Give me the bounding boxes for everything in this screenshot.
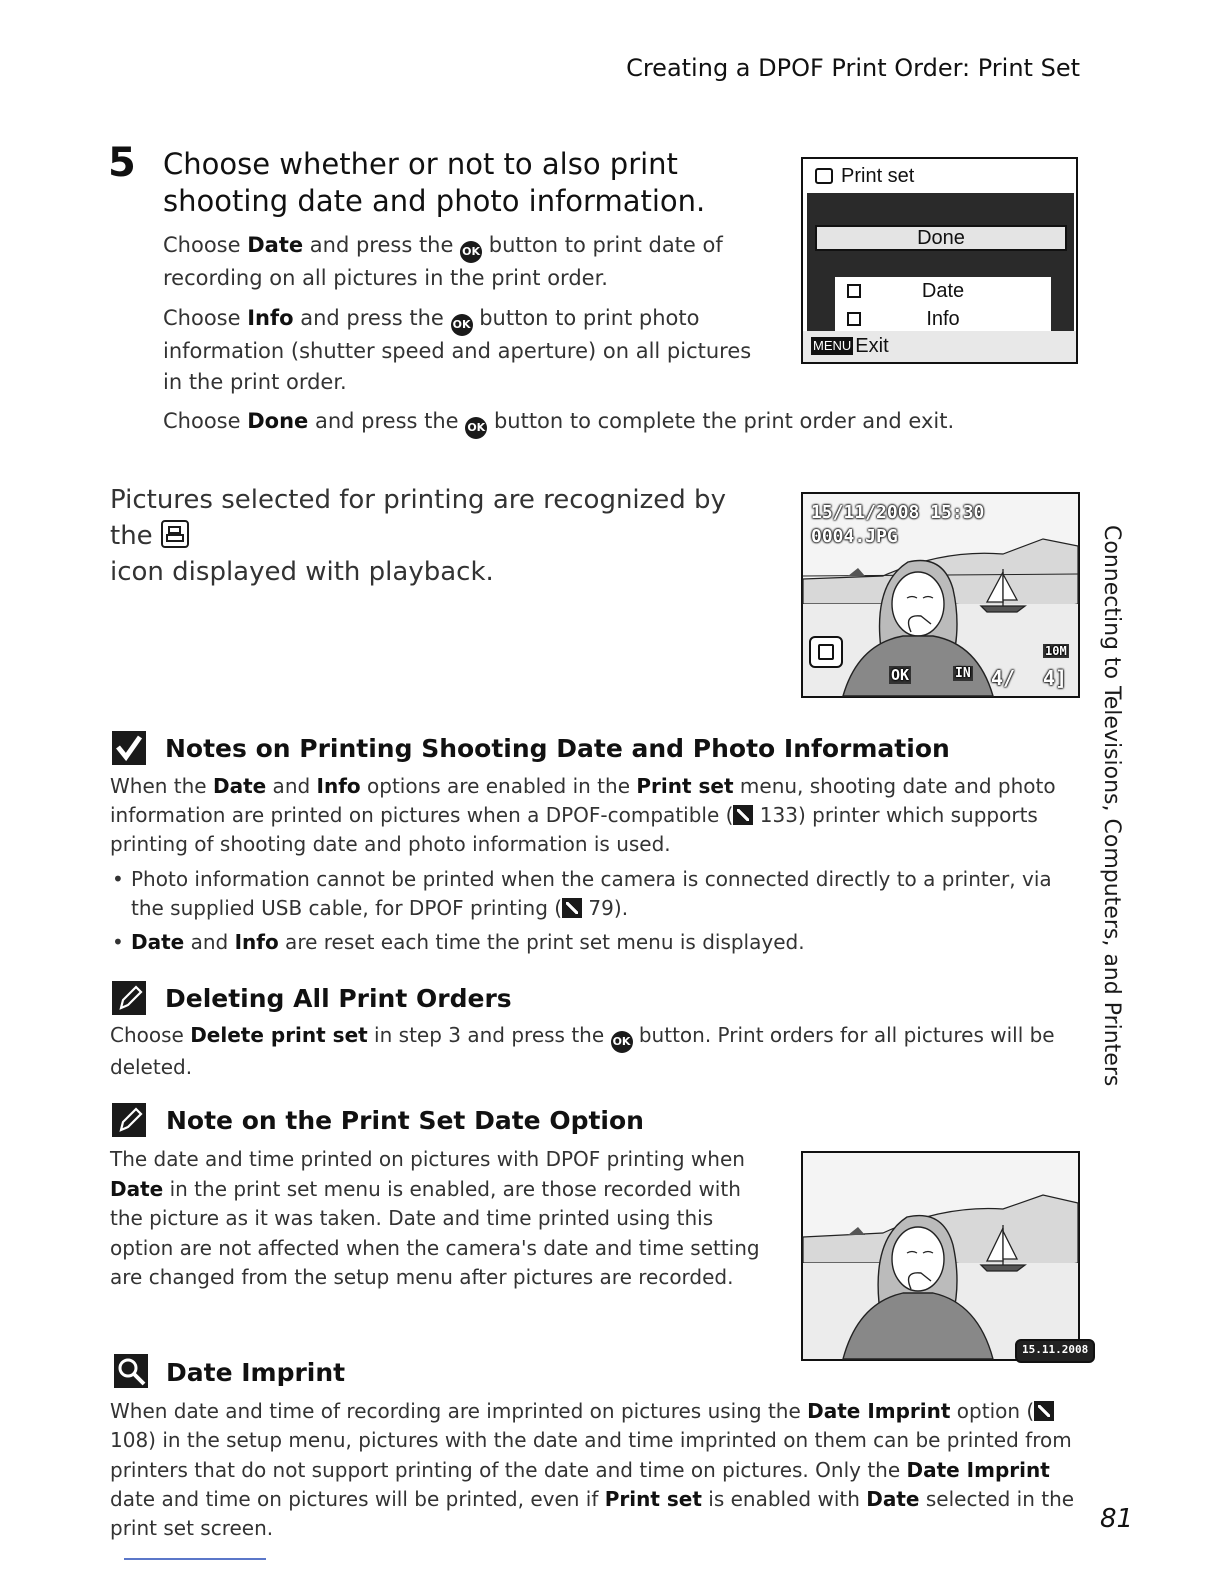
bullet-dot: •: [112, 930, 124, 954]
step-number: 5: [108, 140, 136, 186]
playback-photo: [803, 494, 1078, 696]
menu-option-info[interactable]: [835, 305, 1051, 333]
ok-button-icon: OK: [465, 417, 487, 439]
bullet-dot: •: [112, 867, 124, 891]
step-paragraph-info: Choose Info and press the OK button to print photo information (shutter speed and aperture) on all pictures in the print order.: [163, 306, 752, 394]
osd-image-size-icon: 10M: [1045, 644, 1067, 658]
note-pencil-icon: [112, 981, 146, 1015]
step-paragraph-done: Choose Done and press the OK button to complete the print order and exit.: [163, 406, 1043, 439]
ok-button-icon: OK: [451, 314, 473, 336]
menu-title: Print set: [841, 165, 915, 187]
menu-exit-label: Exit: [855, 335, 889, 357]
menu-footer: [803, 331, 1076, 362]
step-paragraph-date: Choose Date and press the OK button to print date of recording on all pictures in the print order.: [163, 233, 723, 290]
playback-description: Pictures selected for printing are recognized by the icon displayed with playback.: [110, 485, 726, 587]
osd-internal-memory-icon: IN: [955, 666, 971, 681]
print-order-icon: [161, 520, 189, 548]
print-icon: [815, 168, 833, 184]
ok-button-icon: OK: [611, 1031, 633, 1053]
print-order-marker-icon: [809, 636, 843, 668]
date-option-paragraph: The date and time printed on pictures with DPOF printing when Date in the print set menu is enabled, are those recorded with the picture as it was taken. Date and time printed using this option are not affected when the camera's date and time setting are changed from the setup menu after pictures are recorded.: [110, 1147, 760, 1289]
menu-done-option[interactable]: Done: [815, 225, 1067, 251]
page-reference-icon: [1034, 1401, 1054, 1421]
menu-header: [803, 159, 1076, 193]
osd-total-frames: 4]: [1043, 666, 1068, 690]
option-label: Date: [921, 280, 965, 302]
tip-magnifier-icon: [114, 1354, 148, 1388]
caution-check-icon: [112, 731, 146, 765]
menu-key-icon: MENU: [813, 338, 852, 353]
notes-printing-heading: Notes on Printing Shooting Date and Photo Information: [165, 734, 950, 763]
running-header: Creating a DPOF Print Order: Print Set: [626, 54, 1080, 82]
footer-rule: [124, 1558, 266, 1560]
notes-printing-paragraph: When the Date and Info options are enabled in the Print set menu, shooting date and photo information are printed on pictures when a DPOF-compatible ( 133) printer which supports printing of shooting date and photo information is used.: [110, 774, 1056, 856]
page-reference-icon: [562, 898, 582, 918]
step-title: Choose whether or not to also print shooting date and photo information.: [163, 147, 706, 218]
notes-bullet-1: Photo information cannot be printed when the camera is connected directly to a printer, via the supplied USB cable, for DPOF printing ( 79).: [131, 867, 1052, 920]
chapter-tab-label: Connecting to Televisions, Computers, and Printers: [1099, 525, 1124, 1087]
page-number: 81: [1100, 1504, 1134, 1534]
deleting-paragraph: Choose Delete print set in step 3 and press the OK button. Print orders for all pictures will be deleted.: [110, 1023, 1055, 1079]
option-label: Info: [926, 308, 960, 330]
chapter-side-tab[interactable]: [1099, 525, 1156, 1087]
note-pencil-icon: [112, 1103, 146, 1137]
deleting-heading: Deleting All Print Orders: [165, 984, 512, 1013]
menu-option-list: [835, 277, 1051, 333]
sample-photo: [803, 1153, 1078, 1359]
osd-datetime: 15/11/2008 15:30: [811, 502, 985, 523]
osd-filename: 0004.JPG: [811, 526, 898, 547]
notes-bullet-2: Date and Info are reset each time the print set menu is displayed.: [131, 930, 805, 954]
page-reference-icon: [733, 805, 753, 825]
osd-ok-icon: OK: [891, 666, 910, 684]
print-set-menu-screen: [801, 157, 1078, 364]
date-option-heading: Note on the Print Set Date Option: [166, 1106, 644, 1135]
date-imprint-heading: Date Imprint: [166, 1358, 346, 1387]
ok-button-icon: OK: [460, 241, 482, 263]
osd-frame-counter: 4/: [991, 666, 1016, 690]
playback-screen: [801, 492, 1080, 698]
date-stamp: 15.11.2008: [1015, 1339, 1095, 1363]
date-stamped-photo: [801, 1151, 1089, 1361]
menu-option-date[interactable]: [835, 277, 1051, 305]
date-imprint-paragraph: When date and time of recording are imprinted on pictures using the Date Imprint option ( 108) in the setup menu, pictures with the date and time imprinted on them can be printed from printers that do not support printing of the date and time on pictures. Only the Date Imprint date and time on pictures will be printed, even if Print set is enabled with Date selected in the print set screen.: [110, 1399, 1075, 1541]
